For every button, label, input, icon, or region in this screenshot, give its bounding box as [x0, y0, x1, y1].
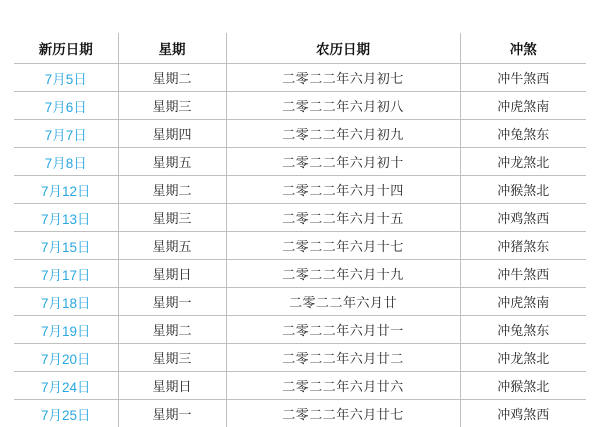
cell-clash: 冲鸡煞西	[460, 400, 586, 427]
cell-clash: 冲兔煞东	[460, 120, 586, 148]
table-row	[14, 176, 586, 204]
cell-solar-date: 7月24日	[14, 372, 118, 400]
table-header	[14, 33, 586, 64]
table-body	[14, 64, 586, 427]
cell-solar-date: 7月19日	[14, 316, 118, 344]
cell-weekday: 星期四	[118, 120, 226, 148]
table-header-row	[14, 33, 586, 64]
cell-solar-date: 7月8日	[14, 148, 118, 176]
cell-solar-date: 7月6日	[14, 92, 118, 120]
table-row	[14, 288, 586, 316]
table-row	[14, 344, 586, 372]
table-row	[14, 92, 586, 120]
cell-clash: 冲龙煞北	[460, 148, 586, 176]
cell-lunar-date: 二零二二年六月十四	[226, 176, 460, 204]
cell-weekday: 星期二	[118, 64, 226, 92]
cell-solar-date: 7月7日	[14, 120, 118, 148]
table-row	[14, 372, 586, 400]
table-row	[14, 204, 586, 232]
cell-clash: 冲兔煞东	[460, 316, 586, 344]
cell-weekday: 星期三	[118, 344, 226, 372]
cell-clash: 冲虎煞南	[460, 288, 586, 316]
cell-solar-date: 7月18日	[14, 288, 118, 316]
cell-lunar-date: 二零二二年六月初十	[226, 148, 460, 176]
table-row	[14, 232, 586, 260]
cell-weekday: 星期二	[118, 176, 226, 204]
cell-lunar-date: 二零二二年六月廿七	[226, 400, 460, 427]
cell-weekday: 星期一	[118, 288, 226, 316]
cell-lunar-date: 二零二二年六月十五	[226, 204, 460, 232]
cell-lunar-date: 二零二二年六月初九	[226, 120, 460, 148]
cell-weekday: 星期日	[118, 260, 226, 288]
table-row	[14, 260, 586, 288]
cell-weekday: 星期二	[118, 316, 226, 344]
table-row	[14, 316, 586, 344]
cell-weekday: 星期日	[118, 372, 226, 400]
cell-clash: 冲猪煞东	[460, 232, 586, 260]
cell-clash: 冲牛煞西	[460, 64, 586, 92]
cell-lunar-date: 二零二二年六月初八	[226, 92, 460, 120]
cell-lunar-date: 二零二二年六月廿一	[226, 316, 460, 344]
almanac-table	[14, 33, 586, 427]
cell-lunar-date: 二零二二年六月十七	[226, 232, 460, 260]
cell-solar-date: 7月5日	[14, 64, 118, 92]
cell-weekday: 星期三	[118, 204, 226, 232]
cell-weekday: 星期一	[118, 400, 226, 427]
cell-solar-date: 7月25日	[14, 400, 118, 427]
cell-clash: 冲龙煞北	[460, 344, 586, 372]
table-row	[14, 120, 586, 148]
column-header-solar-date: 新历日期	[14, 33, 118, 64]
cell-lunar-date: 二零二二年六月廿二	[226, 344, 460, 372]
cell-weekday: 星期三	[118, 92, 226, 120]
cell-clash: 冲牛煞西	[460, 260, 586, 288]
table-row	[14, 400, 586, 427]
cell-weekday: 星期五	[118, 232, 226, 260]
cell-clash: 冲鸡煞西	[460, 204, 586, 232]
cell-weekday: 星期五	[118, 148, 226, 176]
cell-lunar-date: 二零二二年六月廿	[226, 288, 460, 316]
column-header-lunar-date: 农历日期	[226, 33, 460, 64]
cell-solar-date: 7月17日	[14, 260, 118, 288]
cell-lunar-date: 二零二二年六月廿六	[226, 372, 460, 400]
cell-clash: 冲虎煞南	[460, 92, 586, 120]
cell-lunar-date: 二零二二年六月初七	[226, 64, 460, 92]
cell-clash: 冲猴煞北	[460, 372, 586, 400]
table-row	[14, 64, 586, 92]
cell-solar-date: 7月13日	[14, 204, 118, 232]
column-header-weekday: 星期	[118, 33, 226, 64]
table-row	[14, 148, 586, 176]
cell-clash: 冲猴煞北	[460, 176, 586, 204]
cell-solar-date: 7月12日	[14, 176, 118, 204]
cell-solar-date: 7月15日	[14, 232, 118, 260]
column-header-clash: 冲煞	[460, 33, 586, 64]
cell-solar-date: 7月20日	[14, 344, 118, 372]
cell-lunar-date: 二零二二年六月十九	[226, 260, 460, 288]
